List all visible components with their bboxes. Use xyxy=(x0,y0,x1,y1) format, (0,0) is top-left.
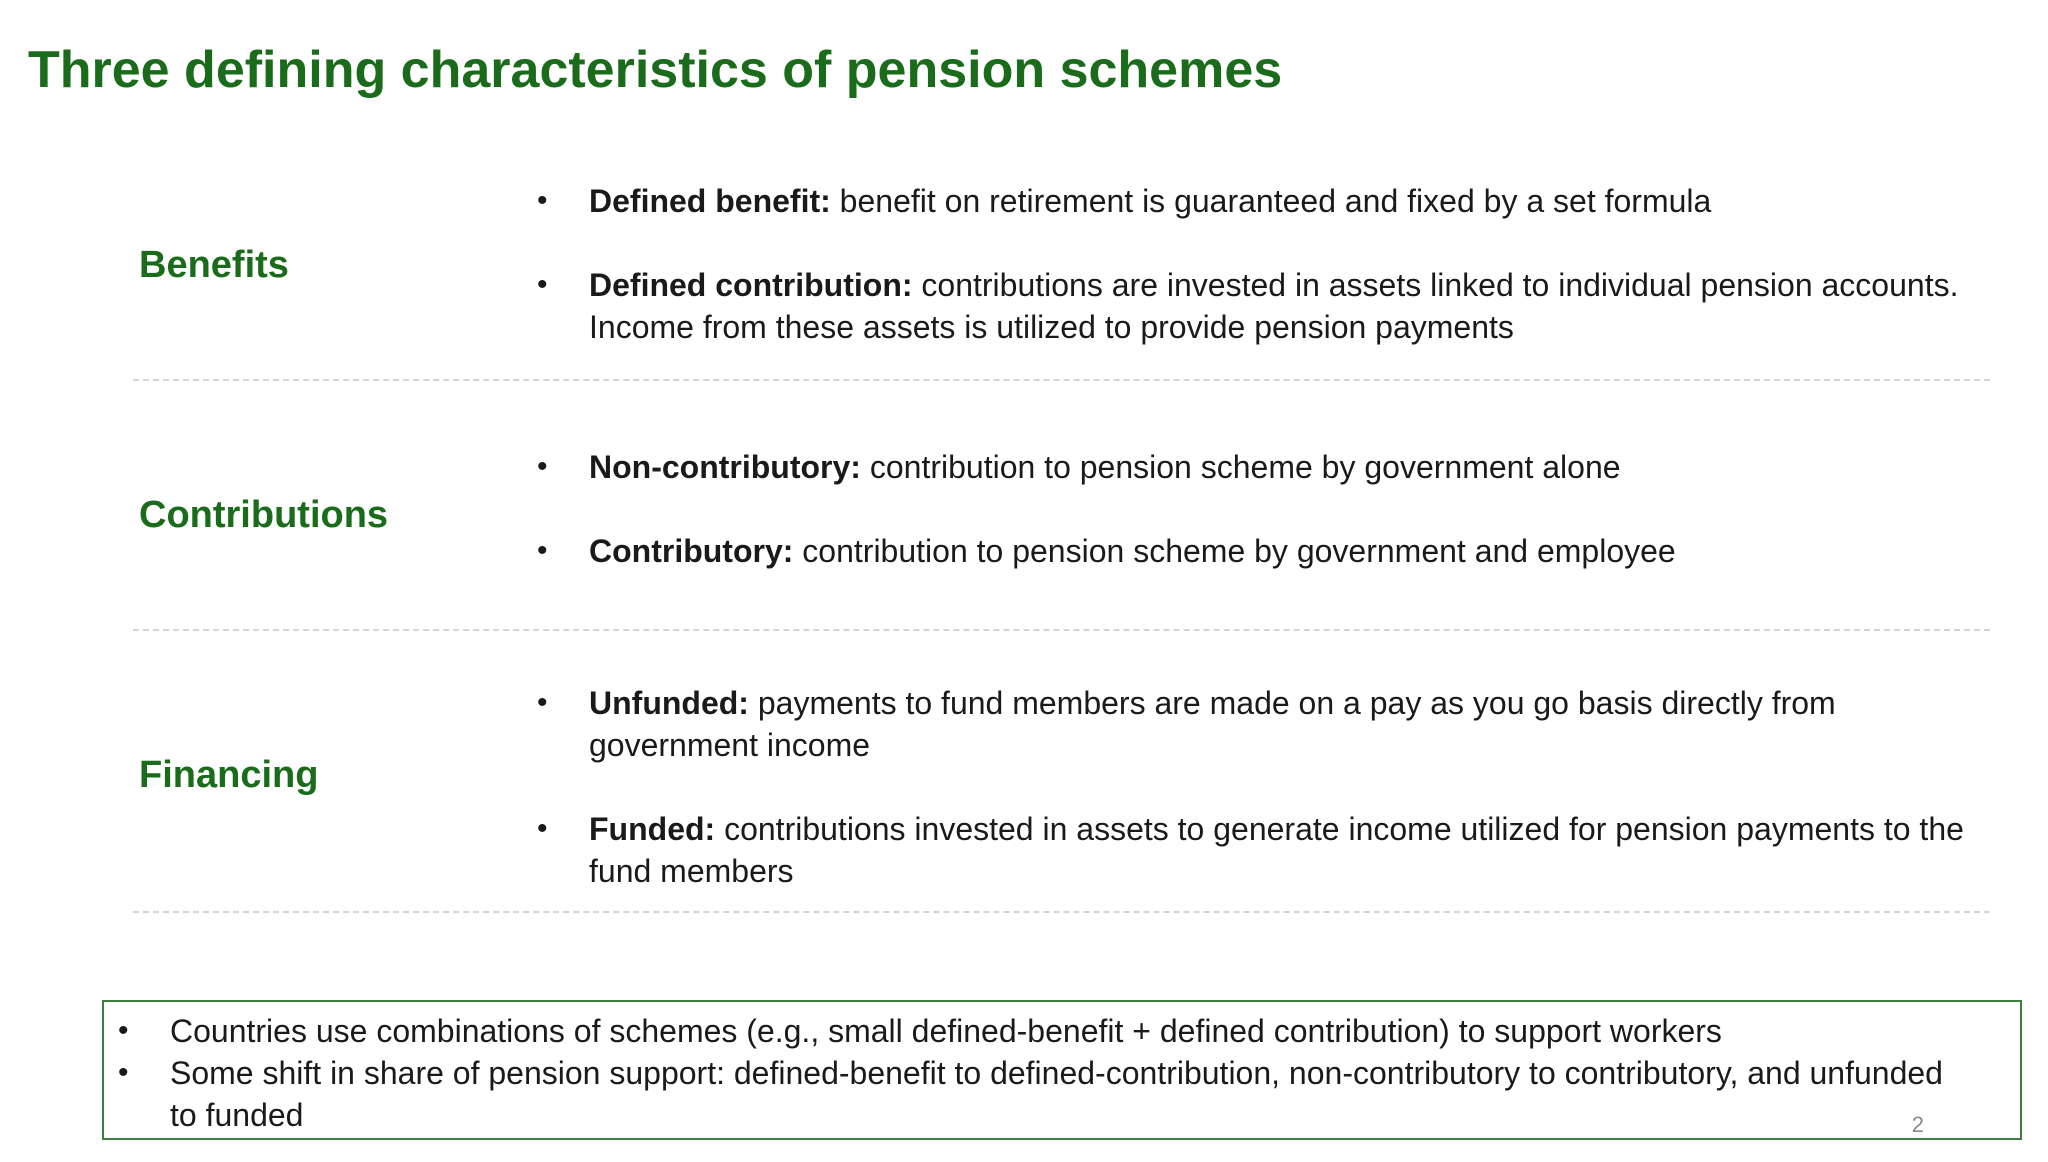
bullet-glyph: • xyxy=(537,812,548,845)
bullet-item xyxy=(537,446,2007,488)
bullet-glyph: • xyxy=(537,268,548,301)
summary-item xyxy=(118,1010,1978,1052)
bullet-glyph: • xyxy=(118,1056,129,1089)
summary-box xyxy=(102,1000,2022,1140)
bullet-term: Contributory: xyxy=(589,533,794,569)
section-divider xyxy=(133,379,1990,381)
bullet-glyph: • xyxy=(537,184,548,217)
bullet-list-financing xyxy=(537,682,2007,892)
bullet-list-benefits xyxy=(537,180,2007,348)
bullet-text: payments to fund members are made on a pay as you go basis directly from government income xyxy=(589,685,1836,763)
bullet-list-contributions xyxy=(537,446,2007,572)
section-divider xyxy=(133,911,1990,913)
bullet-text: contributions invested in assets to generate income utilized for pension payments to the fund members xyxy=(589,811,1964,889)
page-number: 2 xyxy=(1911,1112,1924,1137)
bullet-term: Unfunded: xyxy=(589,685,749,721)
summary-text: Some shift in share of pension support: defined-benefit to defined-contribution, non-contributory to contributory, and unfunded to funded xyxy=(170,1055,1943,1133)
section-label-financing: Financing xyxy=(139,754,319,796)
section-label-contributions: Contributions xyxy=(139,494,389,536)
bullet-glyph: • xyxy=(537,534,548,567)
bullet-item xyxy=(537,180,2007,222)
bullet-item xyxy=(537,808,2007,892)
bullet-term: Non-contributory: xyxy=(589,449,861,485)
bullet-glyph: • xyxy=(537,450,548,483)
bullet-glyph: • xyxy=(537,686,548,719)
bullet-item xyxy=(537,682,2007,766)
bullet-item xyxy=(537,530,2007,572)
bullet-text: contribution to pension scheme by government and employee xyxy=(793,533,1676,569)
bullet-text: contribution to pension scheme by government alone xyxy=(860,449,1621,485)
bullet-text: benefit on retirement is guaranteed and fixed by a set formula xyxy=(830,183,1712,219)
bullet-term: Defined contribution: xyxy=(589,267,913,303)
summary-list xyxy=(118,1010,1978,1136)
slide-title: Three defining characteristics of pension schemes xyxy=(28,41,1283,99)
summary-item xyxy=(118,1052,1978,1136)
bullet-text: contributions are invested in assets linked to individual pension accounts. Income from these assets is utilized to provide pension payments xyxy=(589,267,1959,345)
section-divider xyxy=(133,629,1990,631)
bullet-glyph: • xyxy=(118,1014,129,1047)
bullet-term: Funded: xyxy=(589,811,716,847)
section-label-benefits: Benefits xyxy=(139,244,289,286)
summary-text: Countries use combinations of schemes (e.g., small defined-benefit + defined contribution) to support workers xyxy=(170,1013,1722,1049)
bullet-term: Defined benefit: xyxy=(589,183,831,219)
bullet-item xyxy=(537,264,2007,348)
